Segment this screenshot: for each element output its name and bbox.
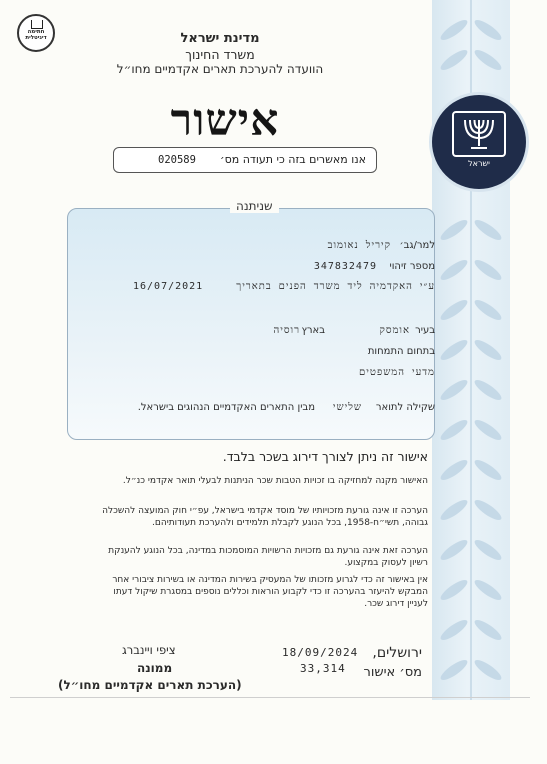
page-title: אישור: [170, 95, 280, 146]
approval-label: מס׳ אישור: [363, 665, 422, 680]
paragraph-1: האישור מקנה למחזיקה בו זכויות הטבות שכר הניתנות לבעלי תואר אקדמי כנ״ל.: [122, 476, 428, 486]
header-ministry: משרד החינוך: [185, 47, 255, 62]
menorah-icon: [449, 110, 509, 160]
certificate-number-label: אנו מאשרים בזה כי תעודה מס׳: [220, 153, 366, 166]
header-committee: הוועדה להערכת תארים אקדמיים מחו״ל: [116, 62, 324, 76]
header-state: מדינת ישראל: [180, 31, 260, 46]
footer-divider: [10, 697, 530, 698]
approval-number: 33,314: [300, 662, 346, 675]
paragraph-2: הערכה זו אינה גורעת מזכויותיו של מוסד אקדמי בישראל, עפ״י חוק המועצה להשכלה גבוהה, תשי״ח-1958, בכל הנוגע לקבלת תלמידים ולהערכת תעודותיהם.: [102, 506, 428, 528]
signer-org: (הערכת תארים אקדמיים מחו״ל): [58, 678, 242, 692]
paragraph-3: הערכה זאת אינה גורעת גם מזכויות הרשויות המוסמכות במדינה, בכל הנוגע להענקת רשיון לעסוק במקצוע.: [108, 546, 428, 568]
paragraph-4: אין באישור זה כדי לגרוע מזכותו של המעסיק בשירות המדינה או בשירות ציבורי אחר המבקש להיעזר בהערכה זו כדי לקבוע הוראות וכללים נוספים במסגרת שיקול דעתו לעניין דירוג שכר.: [112, 575, 428, 609]
stamp-text: חתימה דיגיטלית: [25, 29, 47, 41]
country-value: רוסיה: [273, 325, 300, 336]
country-label: בארץ: [301, 325, 325, 336]
equivalence-label: שקילה לתואר: [375, 402, 435, 413]
issuer-line: ע״י האקדמיה ליד משרד הפנים בתאריך: [236, 281, 435, 292]
usage-notice: אישור זה ניתן לצורך דירוג בשכר בלבד.: [222, 449, 428, 464]
certificate-number-box: [113, 147, 377, 173]
emblem-label: ישראל: [468, 159, 490, 168]
id-number: 347832479: [313, 261, 377, 272]
field-value: מדעי המשפטים: [359, 367, 435, 378]
city-value: אומסק: [379, 325, 410, 336]
equivalence-suffix: מבין התארים האקדמיים הנהוגים בישראל.: [137, 402, 315, 413]
issue-date: 16/07/2021: [133, 281, 204, 292]
footer-city: ירושלים,: [372, 645, 422, 661]
signer-role: ממונה: [137, 661, 173, 675]
certificate-number: 020589: [158, 154, 196, 166]
state-emblem: [432, 95, 526, 189]
recipient-label: למר/גב׳: [399, 240, 435, 251]
footer-date: 18/09/2024: [282, 646, 359, 659]
field-label: בתחום התמחות: [367, 346, 435, 357]
panel-legend: שניתנה: [230, 199, 279, 213]
id-label: מספר זיהוי: [389, 261, 435, 272]
digital-signature-stamp: [17, 14, 55, 52]
city-label: בעיר: [415, 325, 435, 336]
building-icon: [31, 20, 43, 29]
recipient-name: קיריל נאומוב: [327, 240, 391, 251]
degree-level: שלישי: [332, 402, 362, 413]
signer-name: ציפי ויינברג: [122, 643, 176, 657]
